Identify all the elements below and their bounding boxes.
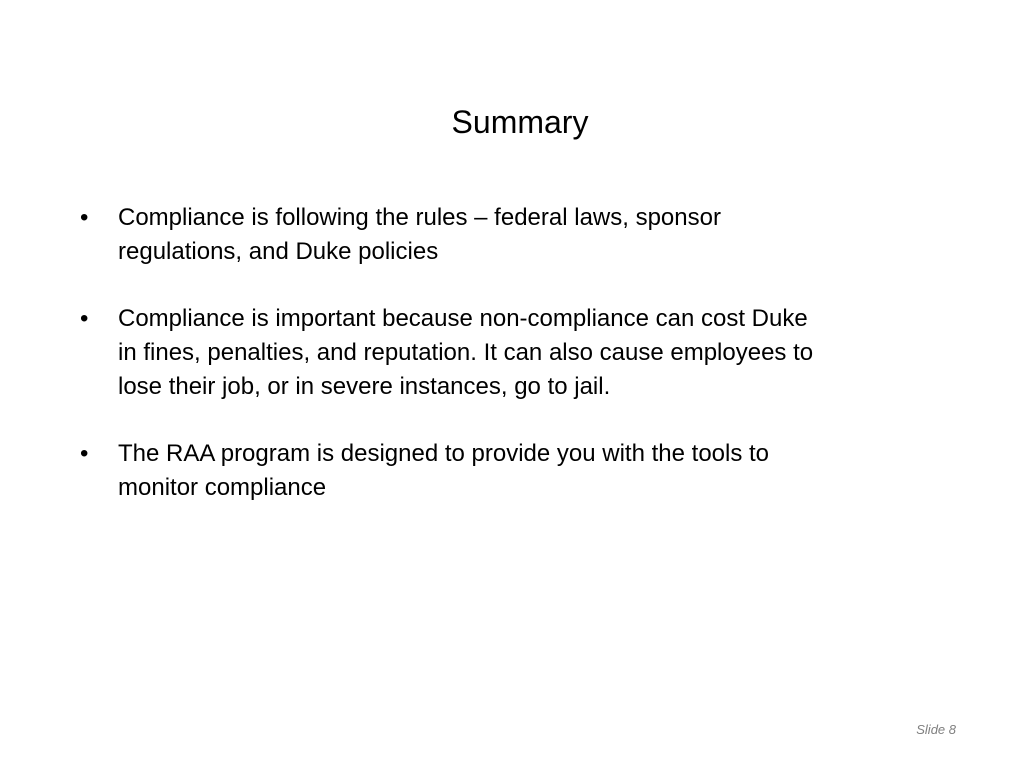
- bullet-item: [80, 437, 980, 505]
- bullet-text: Compliance is following the rules – federal laws, sponsor regulations, and Duke policies: [118, 204, 721, 265]
- bullet-marker: •: [80, 204, 89, 231]
- slide-number: Slide 8: [916, 722, 956, 737]
- bullet-list: [80, 201, 980, 538]
- bullet-marker: •: [80, 305, 89, 332]
- bullet-text: The RAA program is designed to provide you with the tools to monitor compliance: [118, 440, 770, 501]
- bullet-text: Compliance is important because non-compliance can cost Duke in fines, penalties, and reputation. It can also cause employees to lose their job, or in severe instances, go to jail.: [118, 305, 814, 400]
- bullet-item: [80, 302, 980, 404]
- slide-title: Summary: [451, 104, 589, 140]
- bullet-marker: •: [80, 440, 89, 467]
- bullet-item: [80, 201, 980, 269]
